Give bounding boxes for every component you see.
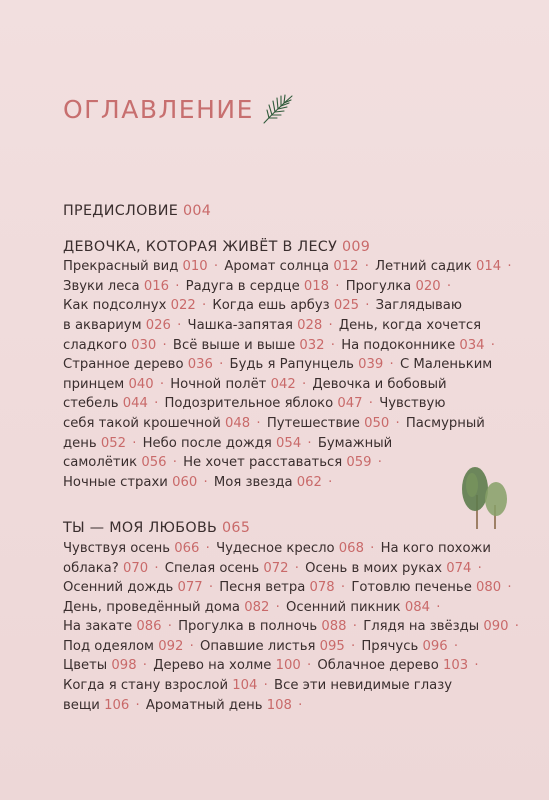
entry-title: Осенний дождь (63, 580, 174, 596)
separator-dot: · (275, 599, 280, 615)
section-heading[interactable] (63, 238, 523, 258)
entry-title: День, когда хочется (338, 317, 482, 333)
separator-dot: · (307, 435, 312, 451)
separator-dot: · (368, 396, 373, 412)
entry-page: 034 (459, 337, 485, 353)
separator-dot: · (203, 474, 208, 490)
entry-page: 103 (442, 658, 469, 674)
separator-dot: · (177, 317, 182, 333)
toc-entry[interactable] (219, 580, 347, 595)
separator-dot: · (507, 259, 512, 275)
entry-title: вещи (63, 697, 100, 713)
toc-entry[interactable] (63, 475, 210, 490)
entry-title: принцем (63, 376, 125, 392)
entry-title: Глядя на звёзды (363, 619, 480, 635)
entry-page: 082 (244, 599, 270, 615)
entry-page: 052 (100, 435, 127, 451)
entry-title: На закате (63, 619, 133, 635)
entry-title: Заглядываю (375, 298, 462, 314)
entry-title: Когда ешь арбуз (212, 298, 330, 314)
toc-entry[interactable] (165, 561, 301, 576)
toc-entry[interactable] (351, 580, 513, 595)
toc-entry[interactable] (305, 561, 484, 576)
separator-dot: · (256, 415, 261, 431)
separator-dot: · (294, 560, 299, 576)
toc-entry[interactable] (63, 338, 169, 353)
entry-page: 090 (483, 619, 509, 635)
toc-entry[interactable] (188, 318, 335, 333)
toc-entry[interactable] (153, 658, 313, 673)
entry-page: 106 (104, 697, 130, 713)
toc-entry[interactable] (216, 541, 376, 556)
toc-entry[interactable] (63, 639, 196, 654)
entry-page: 104 (232, 678, 258, 694)
separator-dot: · (389, 357, 394, 373)
entry-title: Радуга в сердце (185, 278, 300, 294)
entry-title: Цветы (63, 658, 108, 674)
entry-page: 059 (346, 455, 372, 471)
section-title: ТЫ — МОЯ ЛЮБОВЬ (63, 520, 218, 537)
toc-entry[interactable] (274, 678, 452, 693)
entry-title: Чудесное кресло (216, 540, 335, 556)
entry-page: 072 (263, 560, 289, 576)
toc-line (63, 277, 523, 297)
separator-dot: · (328, 474, 333, 490)
entry-title: Готовлю печенье (351, 580, 472, 596)
entry-title: Пасмурный (405, 415, 485, 431)
contents-heading (63, 92, 296, 126)
toc-entry[interactable] (341, 338, 497, 353)
toc-entry[interactable] (63, 436, 138, 451)
entry-page: 095 (319, 638, 345, 654)
separator-dot: · (162, 337, 167, 353)
entry-title: Ночные страхи (63, 474, 168, 490)
toc-entry[interactable] (224, 259, 371, 274)
toc-entry[interactable] (381, 541, 491, 556)
separator-dot: · (352, 619, 357, 635)
entry-page: 100 (275, 658, 301, 674)
entry-title: себя такой крошечной (63, 415, 221, 431)
separator-dot: · (154, 560, 159, 576)
separator-dot: · (306, 658, 312, 674)
entry-page: 056 (141, 455, 167, 471)
toc-entry[interactable] (146, 698, 304, 713)
toc-entry[interactable] (63, 357, 225, 372)
separator-dot: · (514, 619, 519, 635)
separator-dot: · (365, 298, 370, 314)
entry-title: Чувствую (379, 396, 446, 412)
toc-line (63, 453, 523, 473)
toc-entry[interactable] (346, 279, 453, 294)
entry-title: Моя звезда (213, 474, 293, 490)
section-page: 065 (222, 520, 251, 537)
toc-entry[interactable] (63, 541, 212, 556)
entry-title: Бумажный (317, 435, 393, 451)
toc-entry[interactable] (63, 377, 166, 392)
entry-page: 080 (476, 580, 502, 596)
toc-line (63, 336, 523, 356)
entry-page: 078 (309, 580, 335, 596)
separator-dot: · (370, 540, 375, 556)
entry-title: Звуки леса (63, 278, 140, 294)
toc-entry[interactable] (212, 298, 371, 313)
toc-entry[interactable] (186, 279, 342, 294)
entry-page: 044 (122, 396, 148, 412)
toc-entry[interactable] (63, 298, 208, 313)
separator-dot: · (453, 638, 459, 654)
toc-entry[interactable] (312, 377, 446, 392)
entry-page: 028 (297, 317, 323, 333)
separator-dot: · (395, 415, 400, 431)
entry-page: 018 (303, 278, 330, 294)
separator-dot: · (167, 619, 172, 635)
contents-title: ОГЛАВЛЕНИЕ (63, 94, 254, 124)
separator-dot: · (142, 658, 147, 674)
toc-entry[interactable] (200, 639, 357, 654)
entry-title: Ночной полёт (170, 376, 267, 392)
toc-entry[interactable] (63, 416, 263, 431)
toc-entry[interactable] (173, 338, 337, 353)
toc-line (63, 696, 523, 716)
separator-dot: · (335, 278, 340, 294)
toc-line (63, 539, 523, 559)
entry-title: Дерево на холме (153, 658, 272, 674)
entry-title: Путешествие (266, 415, 360, 431)
toc-line (63, 375, 523, 395)
separator-dot: · (132, 435, 137, 451)
separator-dot: · (159, 376, 165, 392)
entry-page: 016 (143, 278, 170, 294)
entry-page: 047 (337, 396, 363, 412)
separator-dot: · (154, 396, 159, 412)
entry-title: Чувствуя осень (63, 540, 171, 556)
entry-page: 062 (296, 474, 322, 490)
table-of-contents (63, 202, 523, 715)
entry-title: Небо после дождя (142, 435, 272, 451)
entry-page: 026 (145, 317, 171, 333)
toc-line (63, 473, 523, 493)
entry-page: 040 (128, 376, 154, 392)
toc-line (63, 257, 523, 277)
separator-dot: · (436, 599, 441, 615)
entry-page: 012 (333, 259, 359, 275)
separator-dot: · (205, 540, 210, 556)
entry-title: Чашка-запятая (187, 317, 293, 333)
entry-title: День, проведённый дома (63, 599, 241, 615)
separator-dot: · (298, 697, 303, 713)
toc-line (63, 316, 523, 336)
toc-entry[interactable] (318, 436, 392, 451)
entry-title: Подозрительное яблоко (164, 396, 334, 412)
entry-page: 042 (270, 376, 296, 392)
toc-entry[interactable] (63, 561, 161, 576)
entry-page: 022 (170, 298, 196, 314)
entry-title: стебель (63, 396, 119, 412)
toc-entry[interactable] (376, 298, 462, 313)
entry-page: 070 (122, 560, 149, 576)
entry-page: 020 (415, 278, 441, 294)
entry-title: Облачное дерево (317, 658, 439, 674)
entry-title: Странное дерево (63, 357, 184, 373)
separator-dot: · (507, 580, 512, 596)
entry-title: Прогулка в полночь (178, 619, 318, 635)
section-page: 009 (341, 238, 371, 255)
separator-dot: · (328, 317, 333, 333)
entry-page: 054 (276, 435, 302, 451)
separator-dot: · (490, 337, 495, 353)
entry-page: 060 (172, 474, 198, 490)
preface-entry[interactable] (63, 202, 523, 222)
preface-page: 004 (182, 203, 212, 219)
entry-title: Все эти невидимые глазу (274, 678, 453, 694)
entry-title: Аромат солнца (224, 259, 330, 275)
separator-dot: · (189, 638, 194, 654)
toc-entry[interactable] (379, 396, 445, 411)
entry-page: 096 (422, 638, 448, 654)
toc-entry[interactable] (183, 455, 384, 470)
toc-line (63, 676, 523, 696)
toc-entry[interactable] (317, 658, 480, 673)
separator-dot: · (477, 560, 482, 576)
entry-title: Прогулка (345, 278, 412, 294)
toc-entry[interactable] (214, 475, 334, 490)
entry-title: день (63, 435, 97, 451)
entry-page: 010 (182, 259, 208, 275)
entry-page: 098 (111, 658, 137, 674)
entry-page: 092 (158, 638, 184, 654)
section-heading[interactable] (63, 519, 523, 539)
toc-line (63, 394, 523, 414)
entry-title: Песня ветра (219, 580, 306, 596)
section-title: ДЕВОЧКА, КОТОРАЯ ЖИВЁТ В ЛЕСУ (63, 238, 338, 255)
entry-page: 077 (177, 580, 203, 596)
separator-dot: · (208, 580, 214, 596)
entry-title: Под одеялом (63, 638, 154, 654)
separator-dot: · (263, 678, 268, 694)
entry-page: 066 (174, 540, 200, 556)
toc-entry[interactable] (400, 357, 492, 372)
toc-line (63, 296, 523, 316)
entry-title: сладкого (63, 337, 127, 353)
separator-dot: · (201, 298, 207, 314)
separator-dot: · (301, 376, 307, 392)
separator-dot: · (446, 278, 452, 294)
separator-dot: · (172, 455, 177, 471)
entry-page: 068 (338, 540, 364, 556)
toc-entry[interactable] (164, 396, 375, 411)
entry-title: Осенний пикник (286, 599, 401, 615)
toc-entry[interactable] (143, 436, 314, 451)
toc-entry[interactable] (63, 580, 215, 595)
entry-page: 025 (333, 298, 360, 314)
toc-entry[interactable] (63, 259, 220, 274)
toc-entry[interactable] (63, 318, 183, 333)
toc-entry[interactable] (230, 357, 396, 372)
separator-dot: · (377, 455, 382, 471)
entry-title: С Маленьким (399, 357, 493, 373)
entry-title: Как подсолнух (63, 298, 167, 314)
separator-dot: · (474, 658, 479, 674)
entry-title: самолётик (63, 455, 138, 471)
entry-page: 088 (321, 619, 347, 635)
entry-page: 108 (266, 697, 292, 713)
entry-page: 014 (475, 259, 502, 275)
entry-title: Осень в моих руках (305, 560, 443, 576)
toc-entry[interactable] (286, 600, 442, 615)
toc-entry[interactable] (178, 619, 359, 634)
entry-title: Летний садик (375, 259, 472, 275)
toc-line (63, 434, 523, 454)
palm-leaf-icon (260, 92, 296, 126)
entry-title: Не хочет расставаться (183, 455, 343, 471)
toc-entry[interactable] (406, 416, 485, 431)
entry-title: Опавшие листья (199, 638, 316, 654)
toc-entry[interactable] (267, 416, 402, 431)
entry-title: в аквариум (63, 317, 142, 333)
entry-title: Прячусь (361, 638, 419, 654)
toc-entry[interactable] (63, 698, 142, 713)
separator-dot: · (219, 357, 224, 373)
toc-line (63, 656, 523, 676)
entry-page: 048 (225, 415, 251, 431)
toc-entry[interactable] (63, 279, 181, 294)
entry-title: Девочка и бобовый (312, 376, 447, 392)
toc-entry[interactable] (63, 600, 282, 615)
toc-entry[interactable] (375, 259, 513, 274)
preface-title: ПРЕДИСЛОВИЕ (63, 203, 179, 219)
entry-title: Прекрасный вид (63, 259, 179, 275)
toc-entry[interactable] (63, 658, 149, 673)
toc-line (63, 617, 523, 637)
toc-entry[interactable] (63, 455, 179, 470)
toc-entry[interactable] (361, 639, 460, 654)
toc-entry[interactable] (63, 619, 174, 634)
toc-line (63, 578, 523, 598)
entry-page: 084 (404, 599, 431, 615)
entry-page: 036 (187, 357, 213, 373)
toc-line (63, 559, 523, 579)
entry-title: Спелая осень (164, 560, 260, 576)
entry-page: 050 (364, 415, 390, 431)
toc-entry[interactable] (363, 619, 521, 634)
toc-line (63, 414, 523, 434)
toc-entry[interactable] (63, 678, 270, 693)
toc-line (63, 355, 523, 375)
entry-title: Ароматный день (145, 697, 263, 713)
entry-page: 074 (446, 560, 472, 576)
entry-title: Будь я Рапунцель (229, 357, 354, 373)
separator-dot: · (340, 580, 346, 596)
entry-page: 039 (358, 357, 384, 373)
entry-title: На кого похожи (380, 540, 492, 556)
entry-page: 086 (136, 619, 162, 635)
separator-dot: · (135, 697, 140, 713)
separator-dot: · (350, 638, 356, 654)
toc-entry[interactable] (339, 318, 481, 333)
toc-entry[interactable] (63, 396, 160, 411)
entry-title: Когда я стану взрослой (63, 678, 229, 694)
separator-dot: · (330, 337, 335, 353)
separator-dot: · (364, 259, 369, 275)
entry-title: Всё выше и выше (172, 337, 296, 353)
trees-illustration (455, 465, 515, 531)
entry-title: облака? (63, 560, 119, 576)
entry-title: На подоконнике (341, 337, 456, 353)
separator-dot: · (175, 278, 180, 294)
toc-entry[interactable] (170, 377, 308, 392)
separator-dot: · (213, 259, 219, 275)
toc-line (63, 598, 523, 618)
entry-page: 032 (299, 337, 325, 353)
entry-page: 030 (131, 337, 157, 353)
toc-line (63, 637, 523, 657)
